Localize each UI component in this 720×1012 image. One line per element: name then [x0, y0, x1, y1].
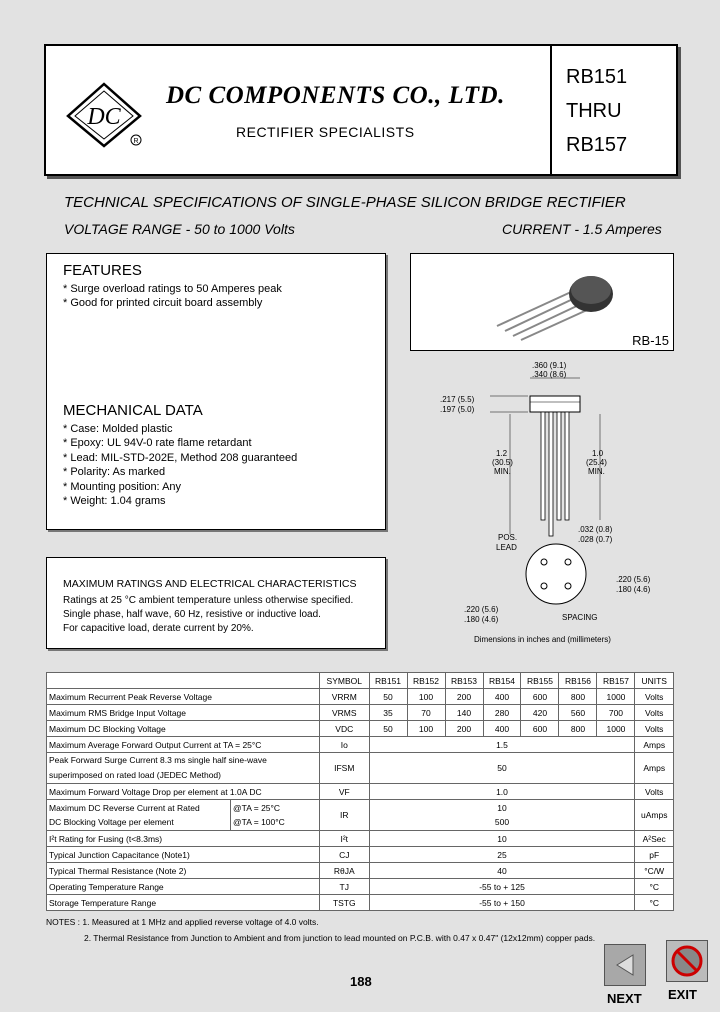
mechanical-item: * Weight: 1.04 grams: [63, 495, 166, 508]
svg-text:MIN.: MIN.: [588, 467, 605, 476]
table-row: Storage Temperature Range TSTG -55 to + 150 °C: [47, 895, 674, 911]
mechanical-item: * Lead: MIL-STD-202E, Method 208 guaranteed: [63, 451, 298, 464]
table-header-cell: UNITS: [635, 673, 674, 689]
note-2: 2. Thermal Resistance from Junction to Ambient and from junction to lead mounted on P.C.B. with 0.47 x 0.47" (12x12mm) copper pads.: [84, 933, 596, 943]
ratings-line: Single phase, half wave, 60 Hz, resistive or inductive load.: [63, 609, 321, 621]
svg-text:POS.: POS.: [498, 533, 518, 542]
header-box: [44, 44, 678, 176]
next-button[interactable]: [604, 944, 646, 986]
ratings-notes: [63, 594, 353, 637]
table-header-cell: RB156: [559, 673, 597, 689]
table-row: Maximum Recurrent Peak Reverse Voltage VRRM 50 100 200 400 600 800 1000 Volts: [47, 689, 674, 705]
svg-text:1.0: 1.0: [592, 449, 604, 458]
table-row: Maximum DC Reverse Current at Rated DC Blocking Voltage per element @TA = 25°C @TA = 100°C IR 10 500 uAmps: [47, 800, 674, 831]
table-header-cell: RB154: [483, 673, 521, 689]
svg-text:.032 (0.8): .032 (0.8): [578, 525, 613, 534]
svg-text:Dimensions in inches and (mill: Dimensions in inches and (millimeters): [474, 635, 611, 644]
dc-logo: [64, 80, 144, 150]
ratings-heading: MAXIMUM RATINGS AND ELECTRICAL CHARACTERISTICS: [63, 578, 357, 590]
page-number: 188: [350, 974, 372, 989]
svg-text:1.2: 1.2: [496, 449, 508, 458]
no-entry-icon: [667, 941, 707, 981]
logo-text: DC: [87, 104, 121, 130]
table-header-cell: RB155: [521, 673, 559, 689]
mechanical-heading: MECHANICAL DATA: [63, 402, 203, 419]
table-header-cell: RB151: [369, 673, 407, 689]
svg-text:.180 (4.6): .180 (4.6): [616, 585, 651, 594]
svg-text:(30.5): (30.5): [492, 458, 513, 467]
feature-item: * Surge overload ratings to 50 Amperes peak: [63, 283, 282, 295]
mechanical-item: * Epoxy: UL 94V-0 rate flame retardant: [63, 437, 252, 450]
svg-text:.360 (9.1): .360 (9.1): [532, 361, 567, 370]
features-heading: FEATURES: [63, 262, 142, 279]
table-row: Maximum DC Blocking Voltage VDC 50 100 200 400 600 800 1000 Volts: [47, 721, 674, 737]
voltage-range: VOLTAGE RANGE - 50 to 1000 Volts: [64, 221, 295, 237]
svg-text:R: R: [133, 138, 139, 145]
company-subtitle: RECTIFIER SPECIALISTS: [236, 124, 415, 140]
dimension-drawing: [410, 352, 674, 652]
left-arrow-icon: [605, 945, 645, 985]
ratings-line: Ratings at 25 °C ambient temperature unless otherwise specified.: [63, 595, 354, 606]
features-box: [46, 253, 386, 530]
table-row: Maximum RMS Bridge Input Voltage VRMS 35 70 140 280 420 560 700 Volts: [47, 705, 674, 721]
svg-text:MIN.: MIN.: [494, 467, 511, 476]
mechanical-item: * Case: Molded plastic: [63, 423, 173, 435]
ratings-line: For capacitive load, derate current by 20%.: [63, 623, 254, 635]
part-from: RB151: [566, 66, 628, 88]
package-name: RB-15: [632, 333, 669, 348]
header-divider: [550, 46, 552, 174]
table-header-row: [47, 673, 674, 689]
svg-text:.197 (5.0): .197 (5.0): [440, 405, 475, 414]
main-title: TECHNICAL SPECIFICATIONS OF SINGLE-PHASE SILICON BRIDGE RECTIFIER: [64, 194, 626, 211]
table-row: Operating Temperature Range TJ -55 to + 125 °C: [47, 879, 674, 895]
svg-text:.217 (5.5): .217 (5.5): [440, 395, 475, 404]
svg-text:(25.4): (25.4): [586, 458, 607, 467]
svg-text:LEAD: LEAD: [496, 543, 517, 552]
table-row: Typical Junction Capacitance (Note1) CJ 25 pF: [47, 847, 674, 863]
package-image-box: [410, 253, 674, 351]
mechanical-list: [63, 422, 297, 508]
svg-text:.220 (5.6): .220 (5.6): [616, 575, 651, 584]
note-1: NOTES : 1. Measured at 1 MHz and applied reverse voltage of 4.0 volts.: [46, 917, 319, 927]
ratings-box: [46, 557, 386, 649]
table-header-cell: RB157: [597, 673, 635, 689]
table-row: Typical Thermal Resistance (Note 2) RθJA 40 °C/W: [47, 863, 674, 879]
svg-text:.220 (5.6): .220 (5.6): [464, 605, 499, 614]
exit-button[interactable]: [666, 940, 708, 982]
table-row: Peak Forward Surge Current 8.3 ms single half sine-wave superimposed on rated load (JEDEC Method) IFSM 50 Amps: [47, 753, 674, 784]
mechanical-item: * Mounting position: Any: [63, 480, 182, 493]
part-to: RB157: [566, 134, 628, 156]
table-row: I²t Rating for Fusing (t<8.3ms) I²t 10 A²Sec: [47, 831, 674, 847]
svg-text:SPACING: SPACING: [562, 613, 598, 622]
svg-text:.028 (0.7): .028 (0.7): [578, 535, 613, 544]
current-range: CURRENT - 1.5 Amperes: [502, 221, 662, 237]
table-header-cell: RB152: [407, 673, 445, 689]
next-label[interactable]: NEXT: [607, 991, 642, 1006]
svg-text:.180 (4.6): .180 (4.6): [464, 615, 499, 624]
table-row: Maximum Forward Voltage Drop per element at 1.0A DC VF 1.0 Volts: [47, 784, 674, 800]
table-row: Maximum Average Forward Output Current at TA = 25°C Io 1.5 Amps: [47, 737, 674, 753]
mechanical-item: * Polarity: As marked: [63, 466, 166, 479]
table-header-cell: RB153: [445, 673, 483, 689]
svg-text:.340 (8.6): .340 (8.6): [532, 370, 567, 379]
company-name: DC COMPONENTS CO., LTD.: [166, 82, 505, 109]
exit-label[interactable]: EXIT: [668, 987, 697, 1002]
feature-item: * Good for printed circuit board assembly: [63, 297, 263, 310]
part-thru: THRU: [566, 100, 622, 122]
table-header-cell: SYMBOL: [320, 673, 370, 689]
spec-table: [46, 672, 674, 911]
features-list: [63, 282, 282, 311]
